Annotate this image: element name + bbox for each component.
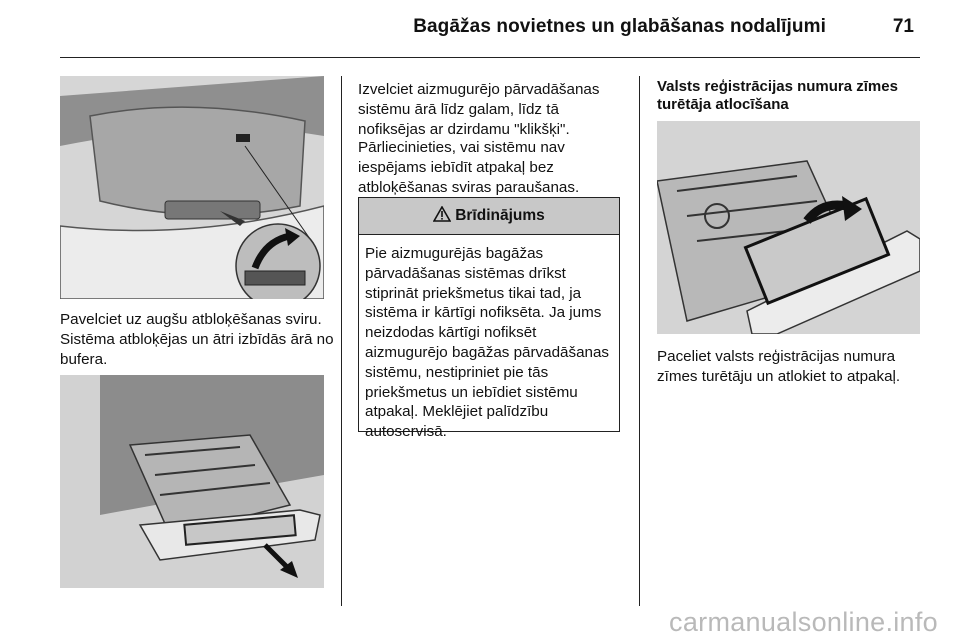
- warning-header: [359, 198, 619, 235]
- figure-plate-holder: [657, 121, 920, 334]
- warning-title: Brīdinājums: [455, 207, 545, 224]
- page-number: 71: [892, 16, 914, 37]
- section-heading-plate-holder: Valsts reģistrācijas numura zīmes turētāja atlocīšana: [657, 78, 898, 113]
- figure-release-lever: [60, 76, 324, 299]
- warning-box: [358, 197, 620, 441]
- warning-text: Pie aizmugurējās bagāžas pārvadāšanas sistēmas drīkst stiprināt priekšmetus tikai tad, ja sistēma ir kārtīgi nofiksēta. Ja jums neizdodas kārtīgi nofiksēt aizmugurējo bagāžas pārvadāšanas sistēmu, nestipriniet pie tās priekšmetus un iebīdiet sistēmu atpakaļ. Meklējiet palīdzību autoservisā.: [365, 245, 610, 441]
- paragraph-plate-holder: Paceliet valsts reģistrācijas numura zīmes turētāju un atlokiet to atpakaļ.: [657, 348, 901, 385]
- paragraph-release-lever: Pavelciet uz augšu atbloķēšanas sviru. Sistēma atbloķējas un ātri izbīdās ārā no bufera.: [60, 311, 334, 368]
- header-divider: [60, 57, 920, 58]
- paragraph-verify-lock: Pārliecinieties, vai sistēmu nav iespējams iebīdīt atpakaļ bez atbloķēšanas sviras paraušanas.: [358, 139, 580, 196]
- column-divider-1: [341, 76, 342, 606]
- page-title: Bagāžas novietnes un glabāšanas nodalījumi: [413, 16, 826, 37]
- watermark: carmanualsonline.info: [669, 607, 938, 637]
- column-divider-2: [639, 76, 640, 606]
- warning-triangle-icon: [433, 206, 451, 227]
- paragraph-pull-out: Izvelciet aizmugurējo pārvadāšanas sistēmu ārā līdz galam, līdz tā nofiksējas ar dzirdamu "klikšķi".: [358, 81, 600, 138]
- figure-carrier-slide-out: [60, 375, 324, 588]
